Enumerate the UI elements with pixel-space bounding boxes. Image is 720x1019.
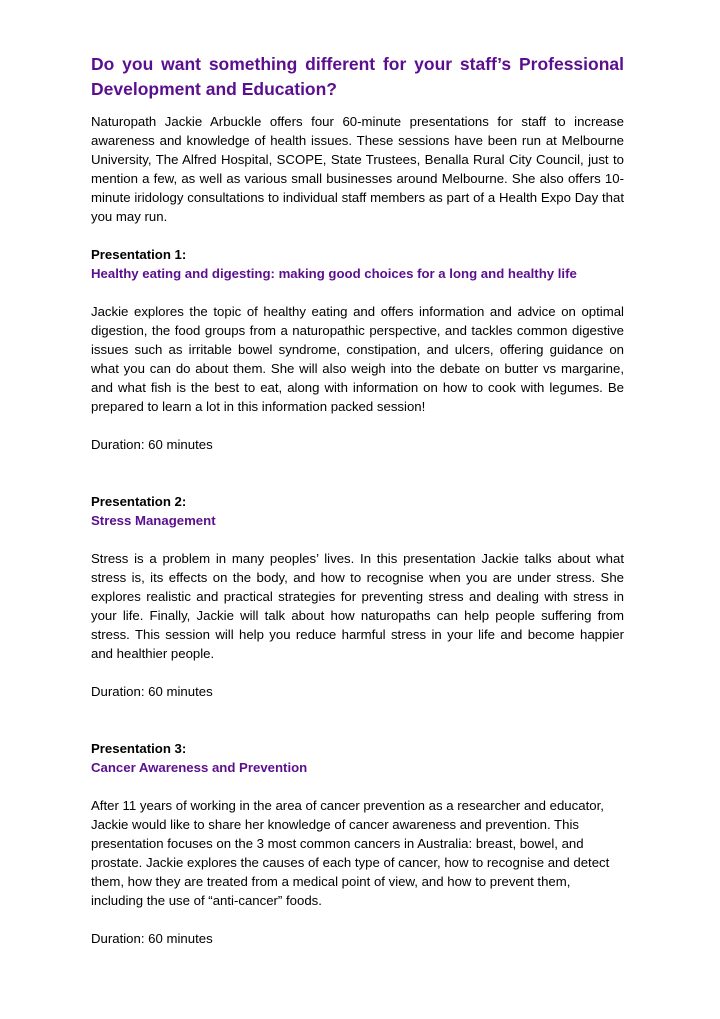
spacer (91, 454, 624, 492)
presentation-description: After 11 years of working in the area of cancer prevention as a researcher and educator, Jackie would like to share her knowledge of cancer awareness and prevention. This presentation focuses on the 3 most common cancers in Australia: breast, bowel, and prostate. Jackie explores the causes of each type of cancer, how to recognise and detect them, how they are treated from a medical point of view, and how to prevent them, including the use of “anti-cancer” foods. (91, 798, 610, 908)
spacer (91, 777, 624, 796)
spacer (91, 910, 624, 929)
presentation-3 (91, 739, 624, 948)
presentation-2 (91, 492, 624, 701)
presentation-duration: Duration: 60 minutes (91, 684, 213, 699)
presentation-label: Presentation 3: (91, 741, 187, 756)
spacer (91, 701, 624, 739)
spacer (91, 663, 624, 682)
intro-paragraph: Naturopath Jackie Arbuckle offers four 60-minute presentations for staff to increase awareness and knowledge of health issues. These sessions have been run at Melbourne University, The Alfred Hospital, SCOPE, State Trustees, Benalla Rural City Council, just to mention a few, as well as various small businesses around Melbourne. She also offers 10-minute iridology consultations to individual staff members as part of a Health Expo Day that you may run. (91, 114, 624, 224)
presentation-label: Presentation 2: (91, 494, 187, 509)
presentation-description: Jackie explores the topic of healthy eating and offers information and advice on optimal digestion, the food groups from a naturopathic perspective, and tackles common digestive issues such as irritable bowel syndrome, constipation, and ulcers, offering guidance on what you can do about them. She will also weigh into the debate on butter vs margarine, and what fish is the best to eat, along with information on how to cook with legumes. Be prepared to learn a lot in this information packed session! (91, 304, 624, 414)
presentation-title: Cancer Awareness and Prevention (91, 760, 308, 775)
document-page (91, 52, 624, 948)
spacer (91, 530, 624, 549)
spacer (91, 416, 624, 435)
presentation-title: Stress Management (91, 513, 216, 528)
spacer (91, 226, 624, 245)
page-title: Do you want something different for your staff’s Professional Development and Education? (91, 54, 624, 99)
presentation-1 (91, 245, 624, 454)
presentation-duration: Duration: 60 minutes (91, 931, 213, 946)
presentation-description: Stress is a problem in many peoples’ lives. In this presentation Jackie talks about what stress is, its effects on the body, and how to recognise when you are under stress. She explores realistic and practical strategies for preventing stress and dealing with stress in your life. Finally, Jackie will talk about how naturopaths can help people suffering from stress. This session will help you reduce harmful stress in your life and become happier and healthier people. (91, 551, 624, 661)
spacer (91, 283, 624, 302)
presentation-label: Presentation 1: (91, 247, 187, 262)
presentation-duration: Duration: 60 minutes (91, 437, 213, 452)
presentation-title: Healthy eating and digesting: making good choices for a long and healthy life (91, 266, 577, 281)
